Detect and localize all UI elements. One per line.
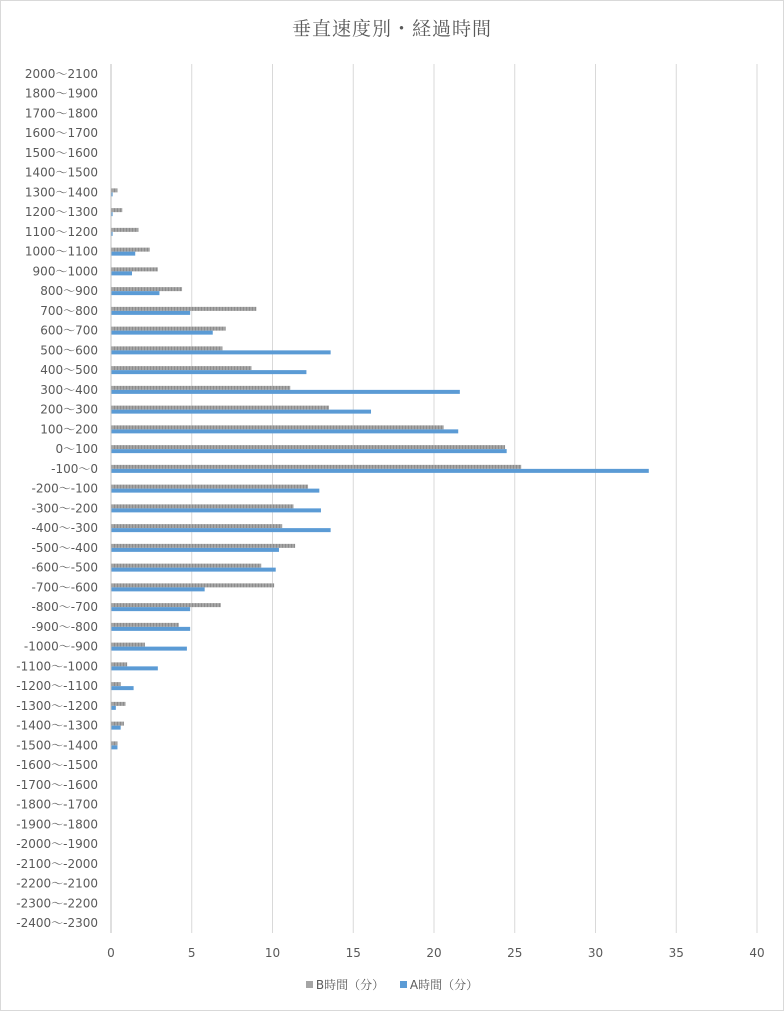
bar-b bbox=[111, 406, 329, 410]
category-label: -100～0 bbox=[51, 461, 98, 476]
bar-b bbox=[111, 485, 308, 489]
x-tick-label: 25 bbox=[507, 946, 523, 960]
category-label: 200～300 bbox=[40, 402, 98, 417]
category-label: 600～700 bbox=[40, 323, 98, 338]
category-label: -1200～-1100 bbox=[16, 679, 98, 694]
category-label: 1600～1700 bbox=[24, 126, 98, 141]
bar-a bbox=[111, 607, 190, 611]
category-label: -1800～-1700 bbox=[16, 797, 98, 812]
bar-b bbox=[111, 583, 274, 587]
category-label: -1000～-900 bbox=[23, 639, 98, 654]
legend bbox=[0, 976, 784, 993]
category-label: 1100～1200 bbox=[24, 224, 98, 239]
category-label: -1600～-1500 bbox=[16, 758, 98, 773]
x-tick-label: 30 bbox=[587, 946, 604, 960]
bar-a bbox=[111, 568, 276, 572]
bar-b bbox=[111, 267, 158, 271]
category-label: -800～-700 bbox=[31, 600, 98, 615]
category-label: 800～900 bbox=[40, 284, 98, 299]
bar-b bbox=[111, 287, 182, 291]
bar-b bbox=[111, 445, 505, 449]
category-label: -2300～-2200 bbox=[16, 896, 98, 911]
bar-a bbox=[111, 528, 331, 532]
bar-b bbox=[111, 722, 124, 726]
bar-b bbox=[111, 662, 127, 666]
bar-a bbox=[111, 686, 134, 690]
category-label: -300～-200 bbox=[31, 501, 98, 516]
bar-a bbox=[111, 489, 319, 493]
category-label: -2000～-1900 bbox=[16, 837, 98, 852]
category-label: -2400～-2300 bbox=[16, 916, 98, 931]
bar-b bbox=[111, 544, 295, 548]
bar-b bbox=[111, 386, 290, 390]
bar-a bbox=[111, 331, 213, 335]
bar-b bbox=[111, 682, 121, 686]
category-label: -700～-600 bbox=[31, 580, 98, 595]
category-label: 1000～1100 bbox=[24, 244, 98, 259]
legend-label-b: B時間（分） bbox=[315, 978, 385, 992]
bar-a bbox=[111, 745, 117, 749]
category-label: -1300～-1200 bbox=[16, 698, 98, 713]
x-tick-label: 35 bbox=[668, 946, 684, 960]
x-tick-label: 10 bbox=[264, 946, 281, 960]
bar-b bbox=[111, 603, 221, 607]
category-label: 100～200 bbox=[40, 422, 98, 437]
bar-a bbox=[111, 548, 279, 552]
category-label: 2000～2100 bbox=[24, 66, 98, 81]
x-tick-label: 0 bbox=[107, 946, 115, 960]
category-label: -2200～-2100 bbox=[16, 876, 98, 891]
category-label: 700～800 bbox=[40, 303, 98, 318]
category-label: -1900～-1800 bbox=[16, 817, 98, 832]
bar-b bbox=[111, 346, 222, 350]
bar-b bbox=[111, 248, 150, 252]
bar-a bbox=[111, 370, 306, 374]
category-label: -1100～-1000 bbox=[16, 659, 98, 674]
x-tick-label: 40 bbox=[749, 946, 765, 960]
category-label: -1500～-1400 bbox=[16, 738, 98, 753]
category-label: 1800～1900 bbox=[24, 86, 98, 101]
bar-b bbox=[111, 208, 122, 212]
bar-a bbox=[111, 271, 132, 275]
bar-b bbox=[111, 327, 226, 331]
category-label: -1700～-1600 bbox=[16, 777, 98, 792]
bar-b bbox=[111, 702, 126, 706]
bar-b bbox=[111, 643, 145, 647]
bar-b bbox=[111, 504, 293, 508]
bar-b bbox=[111, 623, 179, 627]
category-label: 1500～1600 bbox=[24, 145, 98, 160]
bar-a bbox=[111, 726, 121, 730]
category-label: -200～-100 bbox=[31, 481, 98, 496]
bar-a bbox=[111, 647, 187, 651]
bar-b bbox=[111, 741, 117, 745]
legend-swatch-a bbox=[400, 981, 407, 988]
x-tick-label: 15 bbox=[345, 946, 361, 960]
category-label: 500～600 bbox=[40, 343, 98, 358]
bar-b bbox=[111, 425, 444, 429]
bar-a bbox=[111, 291, 159, 295]
bar-a bbox=[111, 252, 135, 256]
category-labels bbox=[16, 67, 98, 930]
bar-b bbox=[111, 465, 521, 469]
category-label: 1400～1500 bbox=[24, 165, 98, 180]
x-tick-label: 20 bbox=[426, 946, 442, 960]
bar-b bbox=[111, 366, 252, 370]
bar-b bbox=[111, 307, 256, 311]
category-label: -1400～-1300 bbox=[16, 718, 98, 733]
legend-item-a bbox=[400, 976, 478, 993]
category-label: 0～100 bbox=[55, 442, 98, 457]
bar-b bbox=[111, 228, 138, 232]
bar-b bbox=[111, 524, 282, 528]
category-label: 400～500 bbox=[40, 363, 98, 378]
value-tick-labels bbox=[107, 946, 764, 960]
category-label: -600～-500 bbox=[31, 560, 98, 575]
category-label: 1300～1400 bbox=[24, 185, 98, 200]
x-tick-label: 5 bbox=[187, 946, 196, 960]
bar-a bbox=[111, 587, 205, 591]
bar-a bbox=[111, 449, 507, 453]
category-label: 300～400 bbox=[40, 382, 98, 397]
bar-a bbox=[111, 311, 190, 315]
chart-title: 垂直速度別・経過時間 bbox=[291, 18, 492, 40]
category-label: 900～1000 bbox=[32, 264, 98, 279]
bar-a bbox=[111, 350, 331, 354]
legend-item-b bbox=[306, 976, 384, 993]
category-label: 1200～1300 bbox=[24, 205, 98, 220]
bar-a bbox=[111, 508, 321, 512]
bar-b bbox=[111, 564, 261, 568]
bar-a bbox=[111, 429, 458, 433]
bar-a bbox=[111, 390, 460, 394]
bar-a bbox=[111, 627, 190, 631]
legend-label-a: A時間（分） bbox=[409, 978, 479, 992]
category-label: -500～-400 bbox=[31, 540, 98, 555]
bar-a bbox=[111, 410, 371, 414]
category-label: -400～-300 bbox=[31, 521, 98, 536]
category-label: -900～-800 bbox=[31, 619, 98, 634]
category-label: -2100～-2000 bbox=[16, 856, 98, 871]
category-label: 1700～1800 bbox=[24, 106, 98, 121]
bar-b bbox=[111, 188, 117, 192]
bar-a bbox=[111, 706, 116, 710]
legend-swatch-b bbox=[306, 981, 313, 988]
bar-a bbox=[111, 469, 649, 473]
bar-a bbox=[111, 666, 158, 670]
gridlines bbox=[192, 64, 757, 933]
